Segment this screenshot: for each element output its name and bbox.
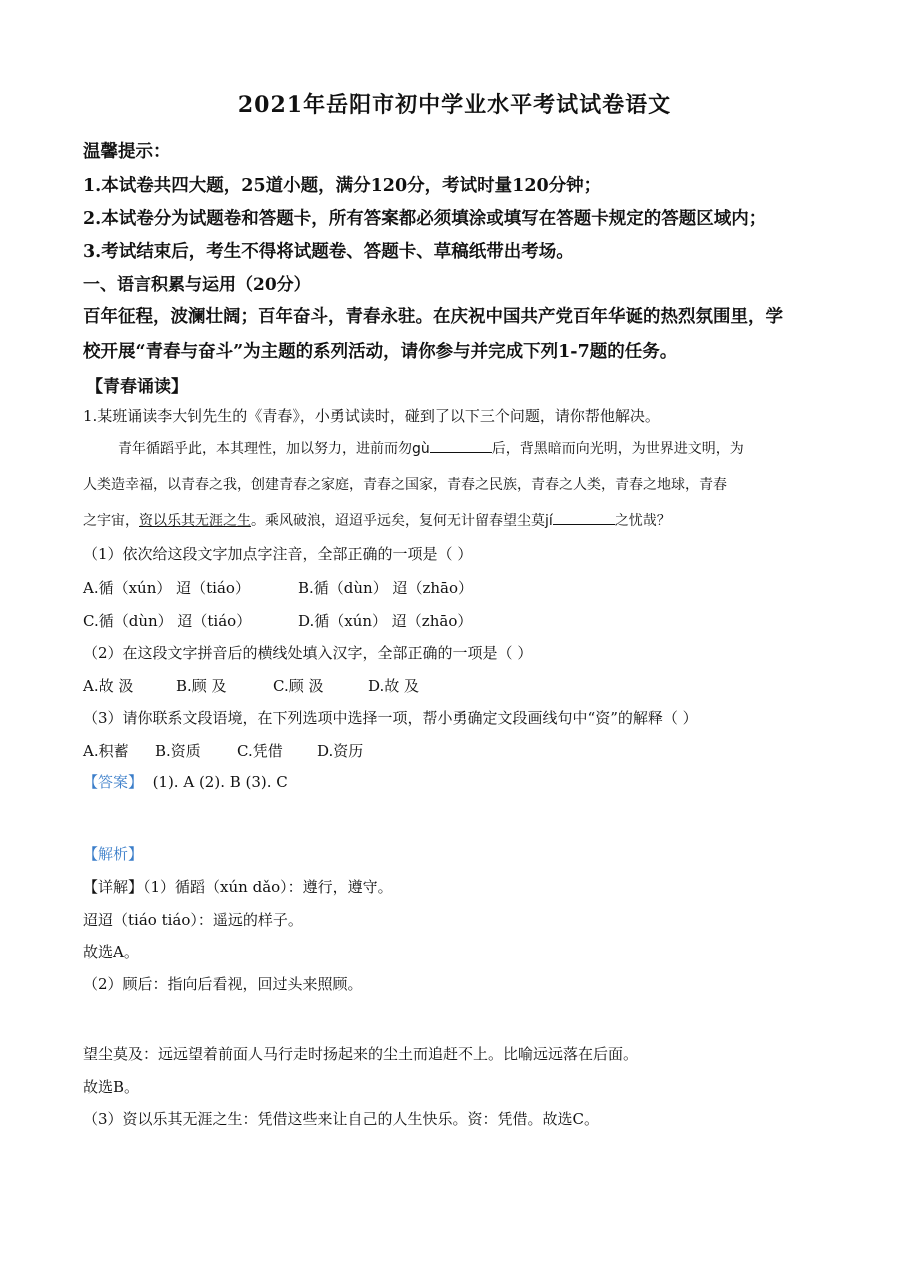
option-d: D.资历 (317, 742, 364, 760)
option-c: C.顾 汲 (273, 677, 324, 695)
answer-row (83, 771, 288, 792)
detail-line-7: （3）资以乐其无涯之生：凭借这些来让自己的人生快乐。资：凭借。故选C。 (83, 1110, 600, 1128)
question-1-stem: 1.某班诵读李大钊先生的《青春》，小勇试读时，碰到了以下三个问题，请你帮他解决。 (83, 407, 660, 425)
section-heading: 一、语言积累与运用（20分） (83, 275, 311, 295)
options-row (83, 740, 363, 761)
option-d: D.故 及 (368, 677, 420, 695)
section-intro-line-1: 百年征程，波澜壮阔；百年奋斗，青春永驻。在庆祝中国共产党百年华诞的热烈氛围里，学 (83, 307, 783, 327)
option-a: A.循（xún） 迢（tiáo） (83, 579, 250, 597)
passage-line-2: 人类造幸福，以青春之我，创建青春之家庭，青春之国家，青春之民族，青春之人类，青春之地球，青春 (83, 477, 727, 493)
detail-line-1: 【详解】（1）循蹈（xún dǎo）：遵行，遵守。 (83, 878, 393, 896)
tips-heading: 温馨提示： (83, 142, 171, 162)
detail-line-5: 望尘莫及：远远望着前面人马行走时扬起来的尘土而追赶不上。比喻远远落在后面。 (83, 1045, 639, 1063)
option-a: A.故 汲 (83, 677, 134, 695)
detail-line-4: （2）顾后：指向后看视，回过头来照顾。 (83, 975, 363, 993)
answer-label: 【答案】 (83, 773, 144, 791)
passage-text: 之宇宙， (83, 513, 139, 529)
sub-question-2: （2）在这段文字拼音后的横线处填入汉字，全部正确的一项是（ ） (83, 644, 533, 662)
underlined-sentence: 资以乐其无涯之生 (139, 513, 251, 529)
option-b: B.循（dùn） 迢（zhāo） (298, 579, 474, 597)
page-title: 2021年岳阳市初中学业水平考试试卷语文 (237, 92, 672, 118)
passage-text: 之忧哉？ (614, 513, 671, 529)
option-c: C.循（dùn） 迢（tiáo） (83, 612, 252, 630)
options-row (83, 675, 419, 696)
section-intro-line-2: 校开展“青春与奋斗”为主题的系列活动，请你参与并完成下列1-7题的任务。 (83, 342, 678, 362)
answer-blank (553, 510, 615, 525)
section-subheading: 【青春诵读】 (86, 377, 188, 397)
tip-item-2: 2.本试卷分为试题卷和答题卡，所有答案都必须填涂或填写在答题卡规定的答题区域内； (83, 209, 767, 229)
answer-blank (430, 438, 492, 453)
analysis-label: 【解析】 (83, 845, 144, 863)
tip-item-1: 1.本试卷共四大题，25道小题，满分120分，考试时量120分钟； (83, 176, 602, 196)
options-row (83, 610, 472, 631)
detail-line-6: 故选B。 (83, 1078, 140, 1096)
detail-line-2: 迢迢（tiáo tiáo）：遥远的样子。 (83, 911, 303, 929)
option-c: C.凭借 (237, 742, 283, 760)
passage-text: 。乘风破浪，迢迢乎远矣，复何无计留春望尘莫jí (251, 513, 553, 529)
option-a: A.积蓄 (83, 742, 129, 760)
sub-question-1: （1）依次给这段文字加点字注音，全部正确的一项是（ ） (83, 545, 473, 563)
detail-line-3: 故选A。 (83, 943, 139, 961)
option-b: B.资质 (155, 742, 201, 760)
answer-text: (1). A (2). B (3). C (152, 773, 288, 791)
option-d: D.循（xún） 迢（zhāo） (298, 612, 473, 630)
passage-text: 后，背黑暗而向光明，为世界进文明，为 (491, 441, 744, 457)
passage-text: 青年循蹈乎此，本其理性，加以努力，进前而勿gù (118, 441, 430, 457)
passage-line-3 (83, 510, 671, 530)
passage-line-1 (118, 438, 744, 458)
options-row (83, 577, 473, 598)
tip-item-3: 3.考试结束后，考生不得将试题卷、答题卡、草稿纸带出考场。 (83, 242, 574, 262)
option-b: B.顾 及 (176, 677, 227, 695)
sub-question-3: （3）请你联系文段语境，在下列选项中选择一项，帮小勇确定文段画线句中“资”的解释（ ） (83, 709, 698, 727)
